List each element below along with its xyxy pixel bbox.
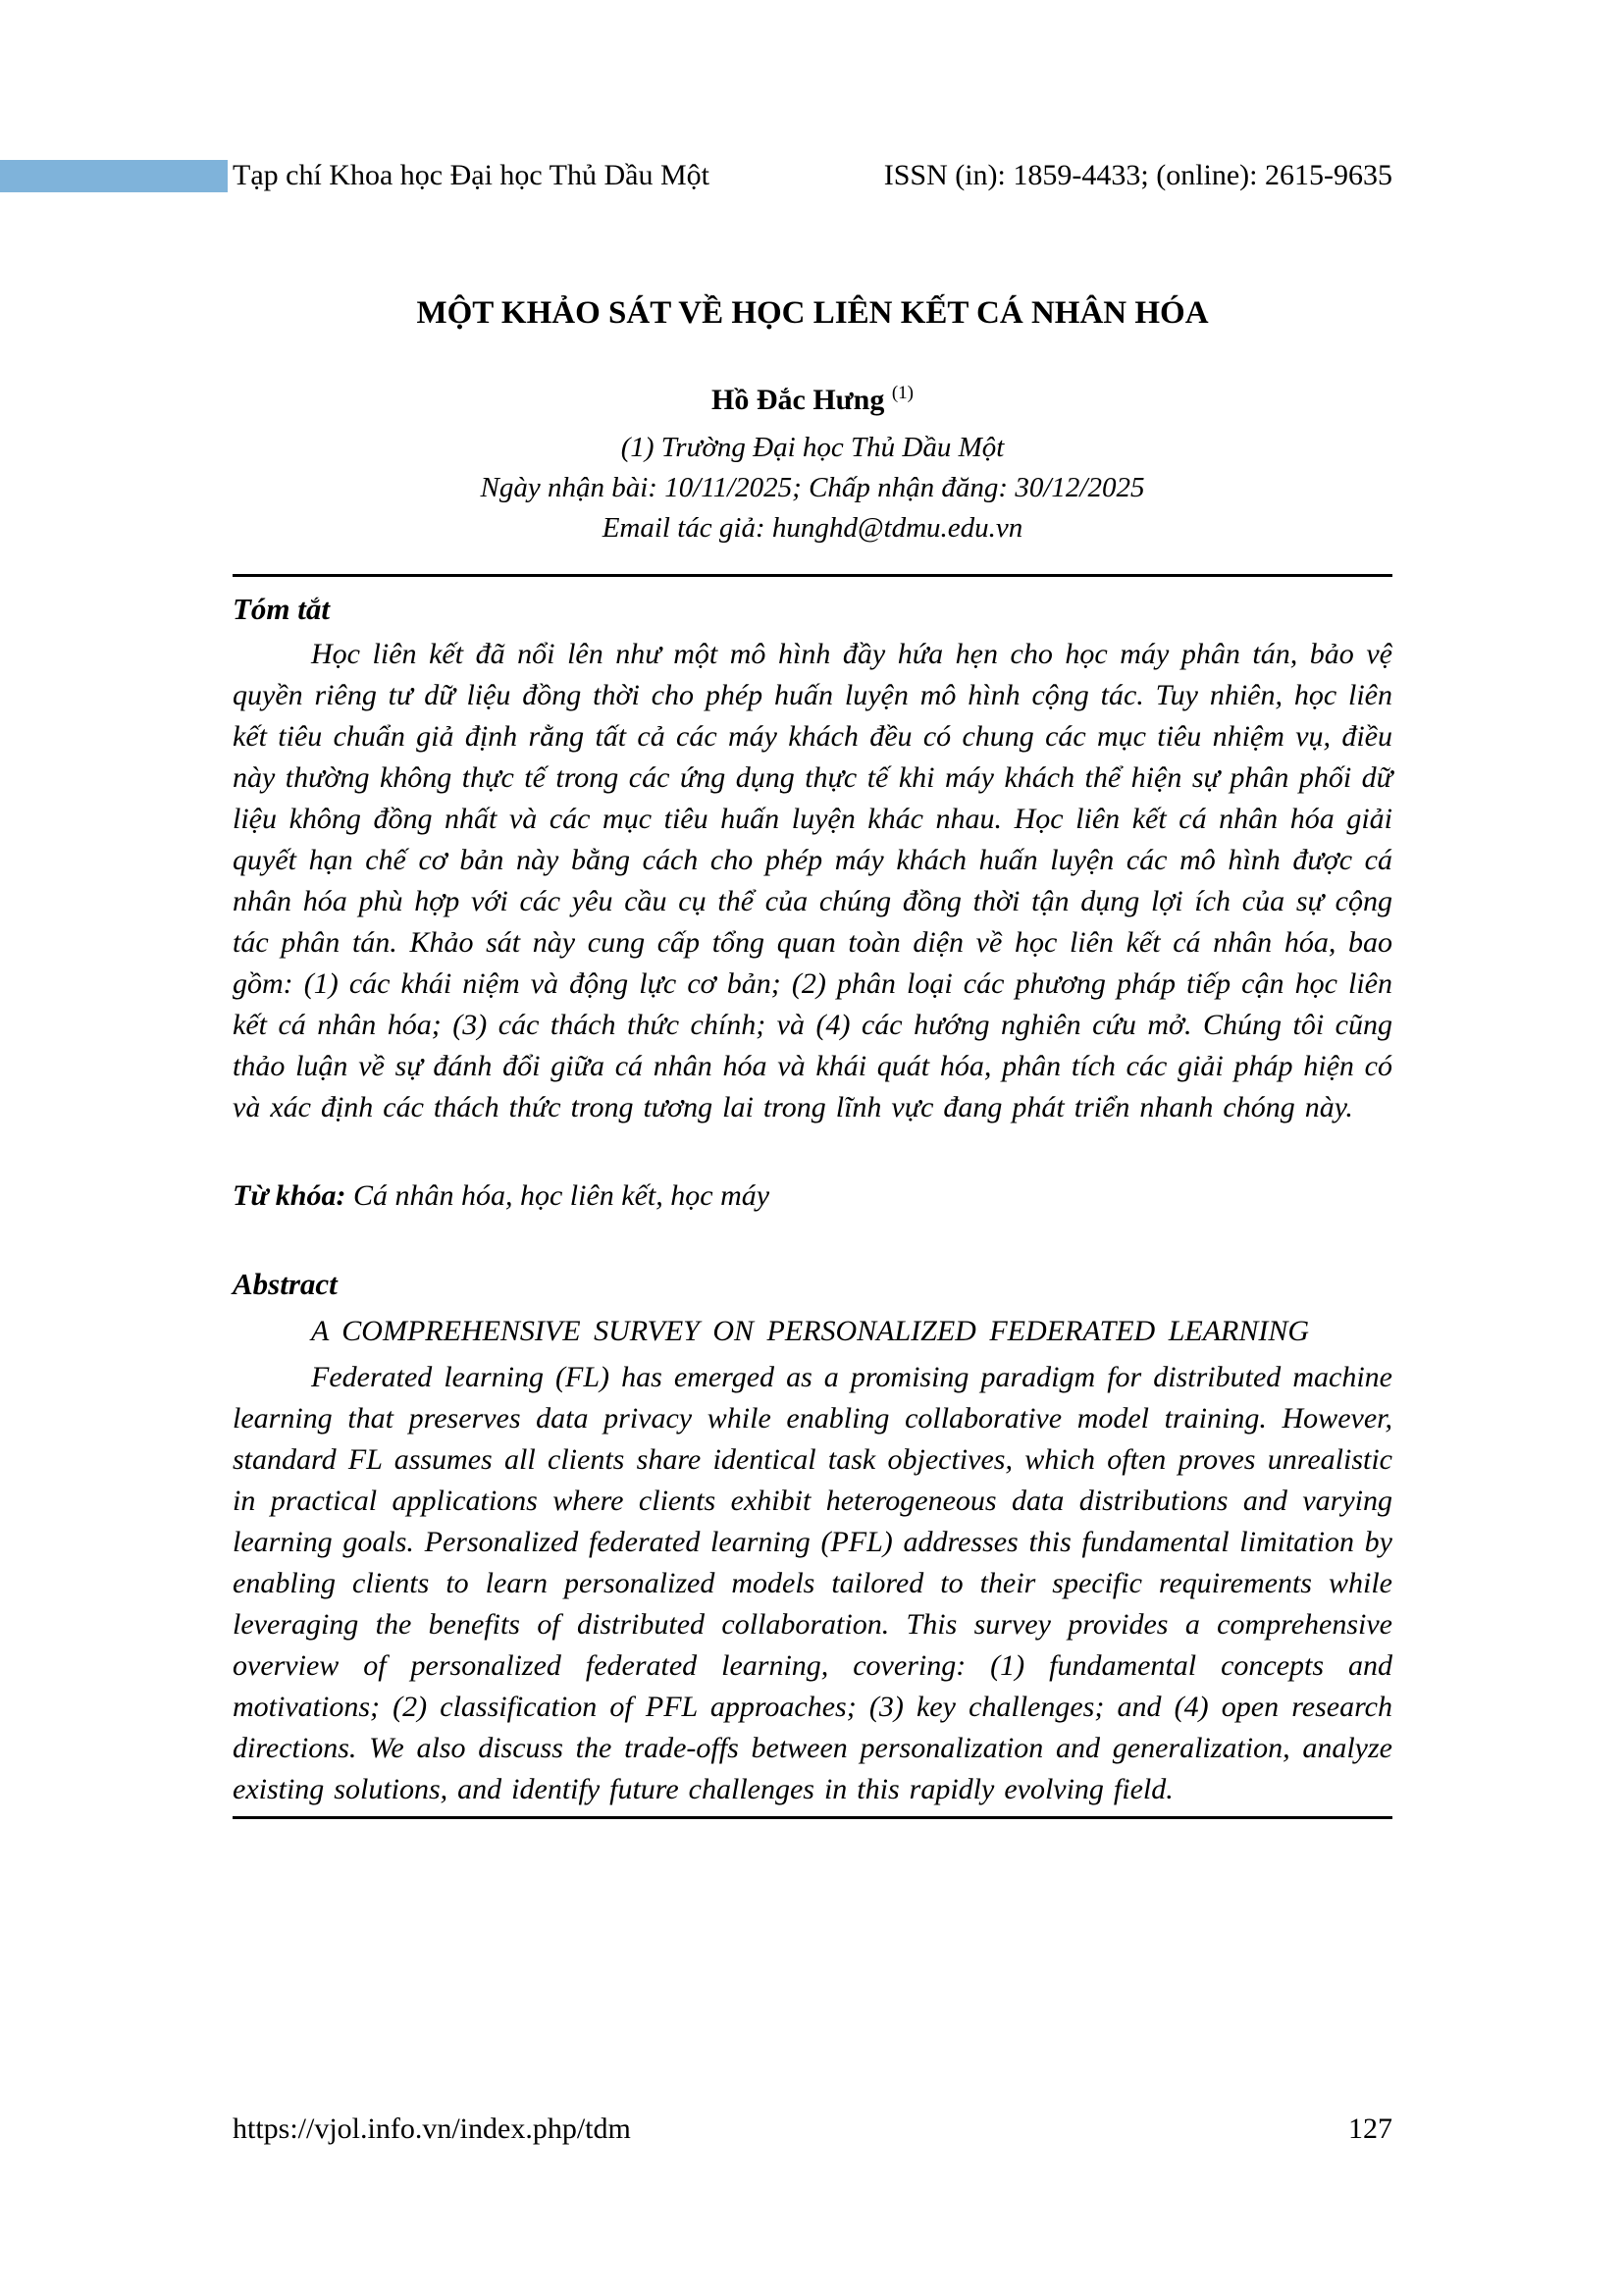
abstract-body: Federated learning (FL) has emerged as a promising paradigm for distributed machine learning that preserves data privacy while enabling collaborative model training. However, standard FL assumes all clients share identical task objectives, which often proves unrealistic in practical applications where clients exhibit heterogeneous data distributions and varying learning goals. Personalized federated learning (PFL) addresses this fundamental limitation by enabling clients to learn personalized models tailored to their specific requirements while leveraging the benefits of distributed collaboration. This survey provides a comprehensive overview of personalized federated learning, covering: (1) fundamental concepts and motivations; (2) classification of PFL approaches; (3) key challenges; and (4) open research directions. We also discuss the trade-offs between personalization and generalization, analyze existing solutions, and identify future challenges in this rapidly evolving field. [233, 1361, 1392, 1805]
issn-text: ISSN (in): 1859-4433; (online): 2615-9635 [883, 159, 1392, 191]
bottom-divider [233, 1816, 1392, 1819]
header-accent-bar [0, 160, 228, 192]
article-title: MỘT KHẢO SÁT VỀ HỌC LIÊN KẾT CÁ NHÂN HÓA [416, 295, 1209, 331]
author-line [233, 374, 1392, 420]
keywords-label: Từ khóa: [233, 1179, 346, 1212]
keywords-line [233, 1175, 1392, 1217]
author-affiliation-marker: (1) [891, 383, 914, 403]
article-content [233, 0, 1392, 1819]
abstract-subtitle: A COMPREHENSIVE SURVEY ON PERSONALIZED FEDERATED LEARNING [311, 1315, 1310, 1347]
top-divider [233, 574, 1392, 577]
tomtat-body: Học liên kết đã nổi lên như một mô hình đầy hứa hẹn cho học máy phân tán, bảo vệ quyền riêng tư dữ liệu đồng thời cho phép huấn luyện mô hình cộng tác. Tuy nhiên, học liên kết tiêu chuẩn giả định rằng tất cả các máy khách đều có chung các mục tiêu nhiệm vụ, điều này thường không thực tế trong các ứng dụng thực tế khi máy khách thể hiện sự phân phối dữ liệu không đồng nhất và các mục tiêu huấn luyện khác nhau. Học liên kết cá nhân hóa giải quyết hạn chế cơ bản này bằng cách cho phép máy khách huấn luyện các mô hình được cá nhân hóa phù hợp với các yêu cầu cụ thể của chúng đồng thời tận dụng lợi ích của sự cộng tác phân tán. Khảo sát này cung cấp tổng quan toàn diện về học liên kết cá nhân hóa, bao gồm: (1) các khái niệm và động lực cơ bản; (2) phân loại các phương pháp tiếp cận học liên kết cá nhân hóa; (3) các thách thức chính; và (4) các hướng nghiên cứu mở. Chúng tôi cũng thảo luận về sự đánh đổi giữa cá nhân hóa và khái quát hóa, phân tích các giải pháp hiện có và xác định các thách thức trong tương lai trong lĩnh vực đang phát triển nhanh chóng này. [233, 638, 1392, 1123]
tomtat-heading: Tóm tắt [233, 592, 331, 626]
footer-url[interactable]: https://vjol.info.vn/index.php/tdm [233, 2112, 631, 2145]
affiliation-line: (1) Trường Đại học Thủ Dầu Một [620, 432, 1005, 463]
keywords-value: Cá nhân hóa, học liên kết, học máy [352, 1179, 770, 1212]
email-line: Email tác giả: hunghd@tdmu.edu.vn [602, 512, 1023, 544]
abstract-heading: Abstract [233, 1267, 338, 1301]
page-number: 127 [1348, 2112, 1392, 2145]
dates-line: Ngày nhận bài: 10/11/2025; Chấp nhận đăng: 30/12/2025 [480, 472, 1145, 503]
author-name: Hồ Đắc Hưng [711, 384, 885, 416]
page-footer [233, 2110, 1392, 2149]
journal-name: Tạp chí Khoa học Đại học Thủ Dầu Một [233, 159, 709, 191]
